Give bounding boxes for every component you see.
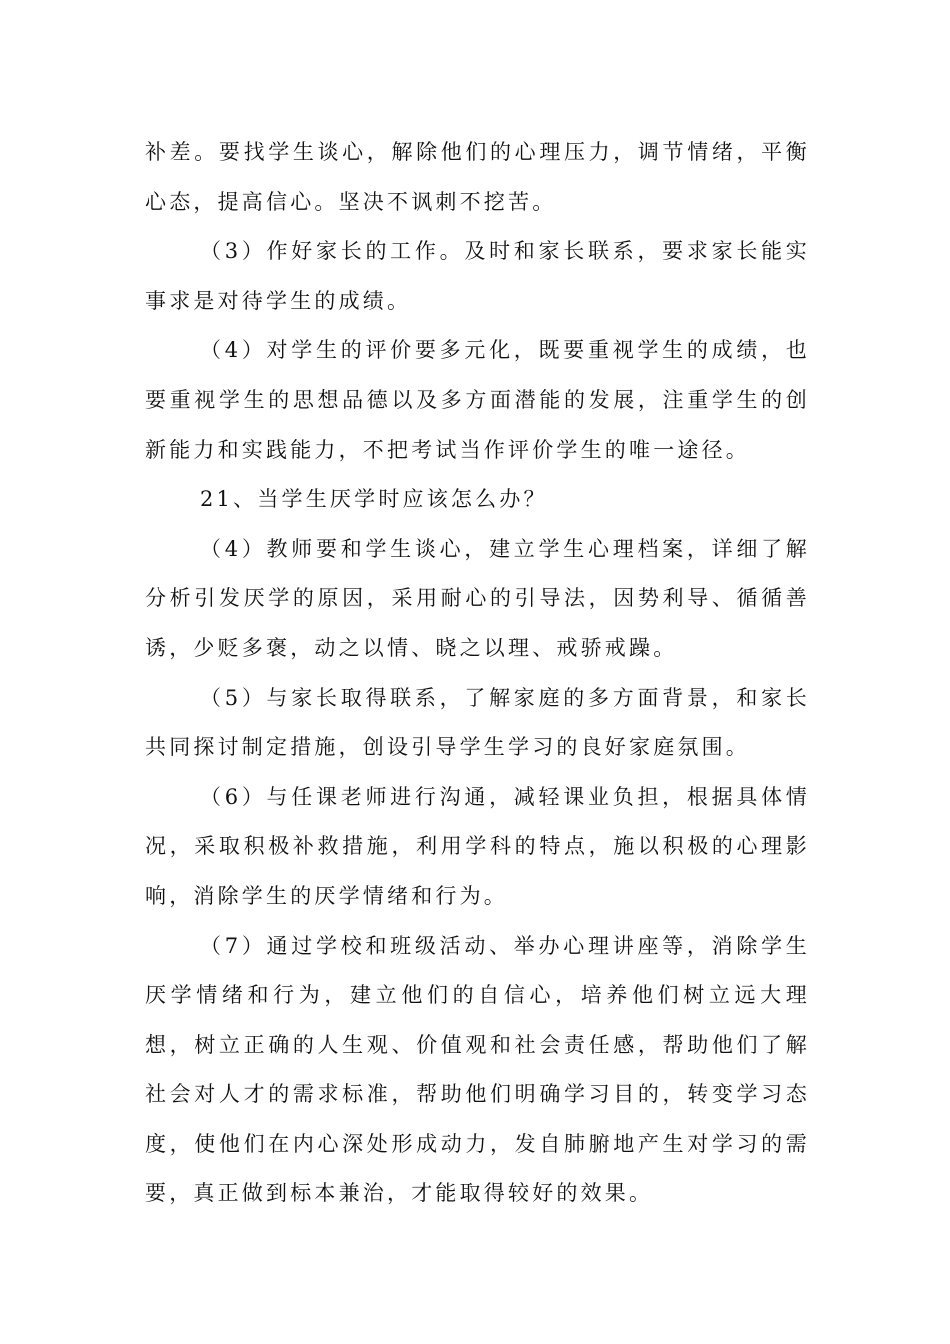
paragraph-item-4-evaluation: （4）对学生的评价要多元化，既要重视学生的成绩，也要重视学生的思想品德以及多方面潜能的发展，注重学生的创新能力和实践能力，不把考试当作评价学生的唯一途径。 (145, 338, 810, 462)
paragraph-item-6-teachers: （6）与任课老师进行沟通，减轻课业负担，根据具体情况，采取积极补救措施，利用学科的特点，施以积极的心理影响，消除学生的厌学情绪和行为。 (145, 784, 810, 908)
paragraph-item-4-talk: （4）教师要和学生谈心，建立学生心理档案，详细了解分析引发厌学的原因，采用耐心的引导法，因势利导、循循善诱，少贬多褒，动之以情、晓之以理、戒骄戒躁。 (145, 536, 810, 660)
paragraph-item-3-parents: （3）作好家长的工作。及时和家长联系，要求家长能实事求是对待学生的成绩。 (145, 239, 810, 313)
paragraph-continuation: 补差。要找学生谈心，解除他们的心理压力，调节情绪，平衡心态，提高信心。坚决不讽刺不挖苦。 (145, 140, 810, 214)
document-body (145, 128, 810, 1219)
paragraph-item-5-family: （5）与家长取得联系，了解家庭的多方面背景，和家长共同探讨制定措施，创设引导学生学习的良好家庭氛围。 (145, 685, 810, 760)
paragraph-item-7-activities: （7）通过学校和班级活动、举办心理讲座等，消除学生厌学情绪和行为，建立他们的自信心，培养他们树立远大理想，树立正确的人生观、价值观和社会责任感，帮助他们了解社会对人才的需求标准，帮助他们明确学习目的，转变学习态度，使他们在内心深处形成动力，发自肺腑地产生对学习的需要，真正做到标本兼治，才能取得较好的效果。 (145, 933, 810, 1206)
question-heading-21: 21、当学生厌学时应该怎么办？ (200, 487, 548, 512)
